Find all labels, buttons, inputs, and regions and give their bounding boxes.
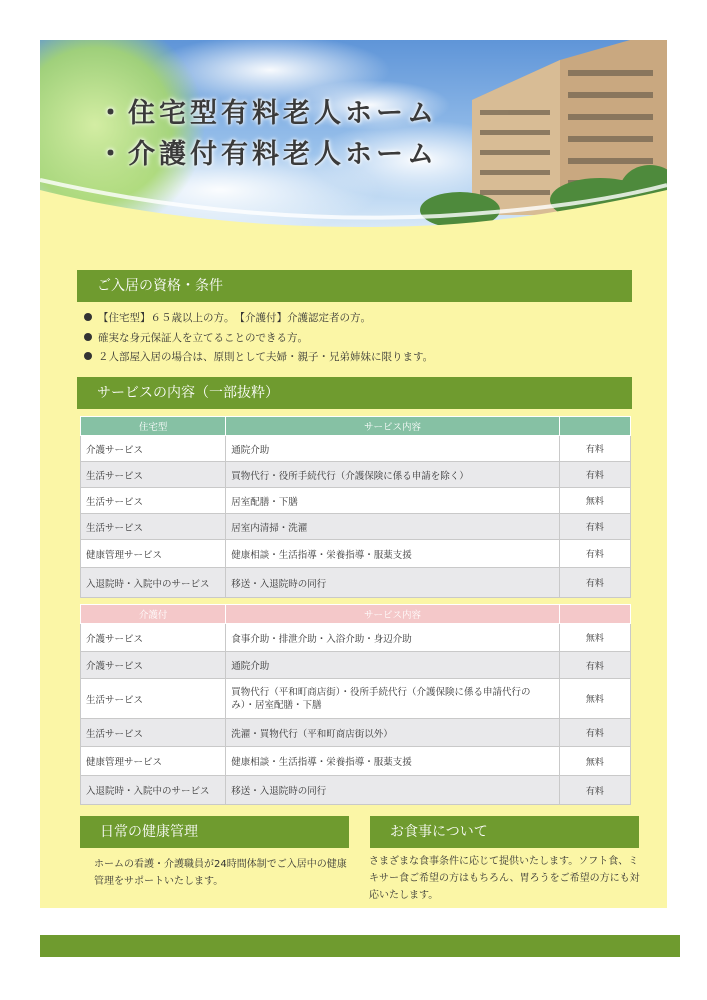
bullet-icon [84,333,92,341]
health-heading [80,816,349,848]
services-heading-text: サービスの内容（一部抜粋） [97,385,279,401]
service-content: 洗濯・買物代行（平和町商店街以外） [226,719,560,747]
service-category: 生活サービス [81,514,226,540]
service-table-kaigo [80,604,631,805]
table-row [81,488,631,514]
meals-heading [370,816,639,848]
service-fee: 有料 [559,776,630,805]
service-content: 居室内清掃・洗濯 [226,514,560,540]
service-content: 通院介助 [226,652,560,679]
service-category: 入退院時・入院中のサービス [81,568,226,598]
footer-bar [40,935,680,957]
service-content: 移送・入退院時の同行 [226,776,560,805]
service-content: 移送・入退院時の同行 [226,568,560,598]
table-row [81,540,631,568]
service-content: 健康相談・生活指導・栄養指導・服薬支援 [226,747,560,776]
meals-heading-text: お食事について [390,824,488,840]
service-fee: 無料 [559,624,630,652]
service-category: 生活サービス [81,462,226,488]
service-table-jutaku [80,416,631,598]
service-fee: 有料 [559,436,630,462]
services-heading [77,377,632,409]
service-fee: 無料 [559,679,630,719]
service-category: 健康管理サービス [81,747,226,776]
service-content: 食事介助・排泄介助・入浴介助・身辺介助 [226,624,560,652]
service-category: 入退院時・入院中のサービス [81,776,226,805]
service-fee: 有料 [559,568,630,598]
health-heading-text: 日常の健康管理 [100,824,198,840]
service-content: 買物代行（平和町商店街）・役所手続代行（介護保険に係る申請代行のみ）・居室配膳・下膳 [226,679,560,719]
table-header-cell: サービス内容 [226,417,560,436]
service-fee: 有料 [559,719,630,747]
table-header-cell: サービス内容 [226,605,560,624]
qualification-list [84,309,644,368]
service-category: 生活サービス [81,719,226,747]
table-header-row [81,605,631,624]
service-fee: 有料 [559,652,630,679]
service-content: 健康相談・生活指導・栄養指導・服薬支援 [226,540,560,568]
table-row [81,436,631,462]
table-row [81,719,631,747]
table-row [81,568,631,598]
service-category: 生活サービス [81,679,226,719]
service-fee: 無料 [559,488,630,514]
table-row [81,514,631,540]
hero-banner [40,40,667,232]
service-fee: 無料 [559,747,630,776]
service-fee: 有料 [559,514,630,540]
table-row [81,652,631,679]
table-header-cell: 介護付 [81,605,226,624]
meals-text: さまざまな食事条件に応じて提供いたします。ソフト食、ミキサー食ご希望の方はもちろん、胃ろうをご希望の方にも対応いたします。 [369,856,640,901]
hero-title-line1: ・住宅型有料老人ホーム [97,98,438,129]
service-content: 通院介助 [226,436,560,462]
bullet-icon [84,313,92,321]
table-header-cell: 住宅型 [81,417,226,436]
qualification-heading-text: ご入居の資格・条件 [97,278,223,294]
table-row [81,747,631,776]
table-header-cell [559,417,630,436]
service-category: 介護サービス [81,652,226,679]
hero-title-line2: ・介護付有料老人ホーム [97,139,438,170]
qualification-item: 確実な身元保証人を立てることのできる方。 [84,329,644,349]
service-category: 生活サービス [81,488,226,514]
service-content: 買物代行・役所手続代行（介護保険に係る申請を除く） [226,462,560,488]
table-header-cell [559,605,630,624]
table-row [81,776,631,805]
qualification-item: 【住宅型】６５歳以上の方。 【介護付】介護認定者の方。 [84,309,644,329]
table-row [81,624,631,652]
service-fee: 有料 [559,462,630,488]
health-text: ホームの看護・介護職員が24時間体制でご入居中の健康管理をサポートいたします。 [94,859,347,887]
service-content: 居室配膳・下膳 [226,488,560,514]
service-category: 介護サービス [81,624,226,652]
table-row [81,679,631,719]
service-fee: 有料 [559,540,630,568]
table-header-row [81,417,631,436]
service-category: 健康管理サービス [81,540,226,568]
qualification-heading [77,270,632,302]
qualification-item: ２人部屋入居の場合は、原則として夫婦・親子・兄弟姉妹に限ります。 [84,348,644,368]
service-category: 介護サービス [81,436,226,462]
bullet-icon [84,352,92,360]
table-row [81,462,631,488]
